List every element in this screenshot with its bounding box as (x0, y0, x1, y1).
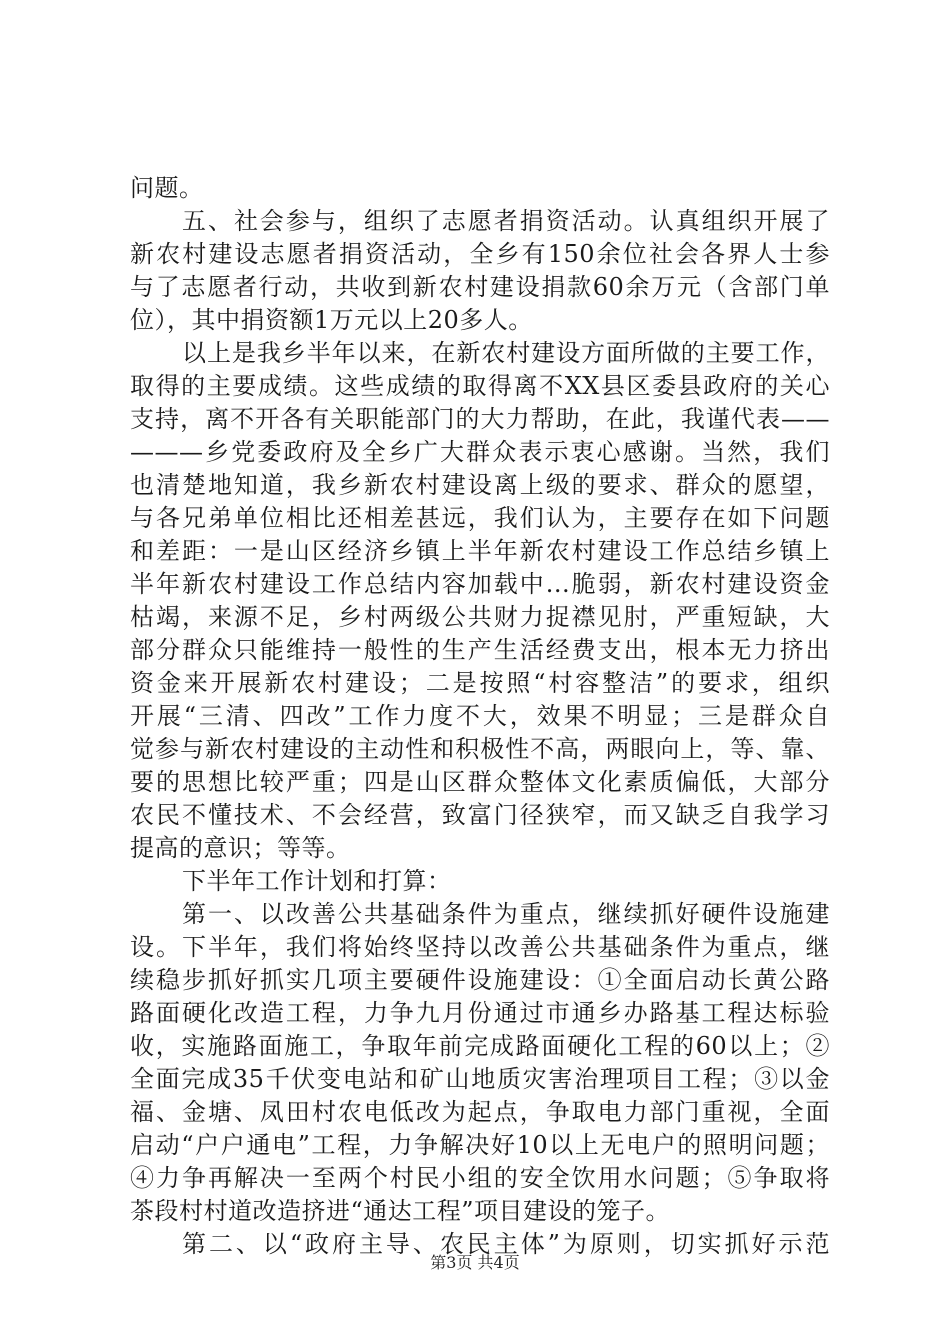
text-line: 要的思想比较严重；四是山区群众整体文化素质偏低，大部分 (130, 768, 830, 796)
text-line: 五、社会参与，组织了志愿者捐资活动。认真组织开展了 (182, 207, 830, 235)
text-line: 设。下半年，我们将始终坚持以改善公共基础条件为重点，继 (130, 933, 830, 961)
text-line: 农民不懂技术、不会经营，致富门径狭窄，而又缺乏自我学习 (130, 801, 830, 829)
text-line: 问题。 (130, 174, 204, 202)
text-line: 与了志愿者行动，共收到新农村建设捐款60余万元（含部门单 (130, 273, 830, 301)
text-line: 半年新农村建设工作总结内容加载中...脆弱，新农村建设资金 (130, 570, 830, 598)
text-line: 收，实施路面施工，争取年前完成路面硬化工程的60以上；② (130, 1032, 830, 1060)
text-line: 也清楚地知道，我乡新农村建设离上级的要求、群众的愿望， (130, 471, 830, 499)
text-line: 位），其中捐资额1万元以上20多人。 (130, 306, 533, 334)
text-line: 第二、以“政府主导、农民主体”为原则，切实抓好示范 (182, 1230, 830, 1258)
text-line: 以上是我乡半年以来，在新农村建设方面所做的主要工作， (182, 339, 830, 367)
text-line: 福、金塘、凤田村农电低改为起点，争取电力部门重视，全面 (130, 1098, 830, 1126)
document-body (130, 172, 830, 1261)
text-line: 和差距：一是山区经济乡镇上半年新农村建设工作总结乡镇上 (130, 537, 830, 565)
text-line: ④力争再解决一至两个村民小组的安全饮用水问题；⑤争取将 (130, 1164, 830, 1192)
page-number-footer: 第3页 共4页 (430, 1253, 520, 1272)
text-line: 路面硬化改造工程，力争九月份通过市通乡办路基工程达标验 (130, 999, 830, 1027)
text-line: ———乡党委政府及全乡广大群众表示衷心感谢。当然，我们 (130, 438, 830, 466)
text-line: 支持，离不开各有关职能部门的大力帮助，在此，我谨代表—— (130, 405, 830, 433)
text-line: 新农村建设志愿者捐资活动，全乡有150余位社会各界人士参 (130, 240, 830, 268)
text-line: 全面完成35千伏变电站和矿山地质灾害治理项目工程；③以金 (130, 1065, 830, 1093)
text-line: 下半年工作计划和打算： (182, 867, 452, 895)
text-line: 启动“户户通电”工程，力争解决好10以上无电户的照明问题； (130, 1131, 830, 1159)
text-line: 取得的主要成绩。这些成绩的取得离不XX县区委县政府的关心 (130, 372, 830, 400)
text-line: 开展“三清、四改”工作力度不大，效果不明显；三是群众自 (130, 702, 830, 730)
text-line: 枯竭，来源不足，乡村两级公共财力捉襟见肘，严重短缺，大 (130, 603, 830, 631)
text-line: 第一、以改善公共基础条件为重点，继续抓好硬件设施建 (182, 900, 830, 928)
text-line: 觉参与新农村建设的主动性和积极性不高，两眼向上，等、靠、 (130, 735, 830, 763)
text-line: 提高的意识；等等。 (130, 834, 351, 862)
text-line: 资金来开展新农村建设；二是按照“村容整洁”的要求，组织 (130, 669, 830, 697)
text-line: 续稳步抓好抓实几项主要硬件设施建设：①全面启动长黄公路 (130, 966, 830, 994)
text-line: 部分群众只能维持一般性的生产生活经费支出，根本无力挤出 (130, 636, 830, 664)
text-line: 茶段村村道改造挤进“通达工程”项目建设的笼子。 (130, 1197, 671, 1225)
text-line: 与各兄弟单位相比还相差甚远，我们认为，主要存在如下问题 (130, 504, 830, 532)
